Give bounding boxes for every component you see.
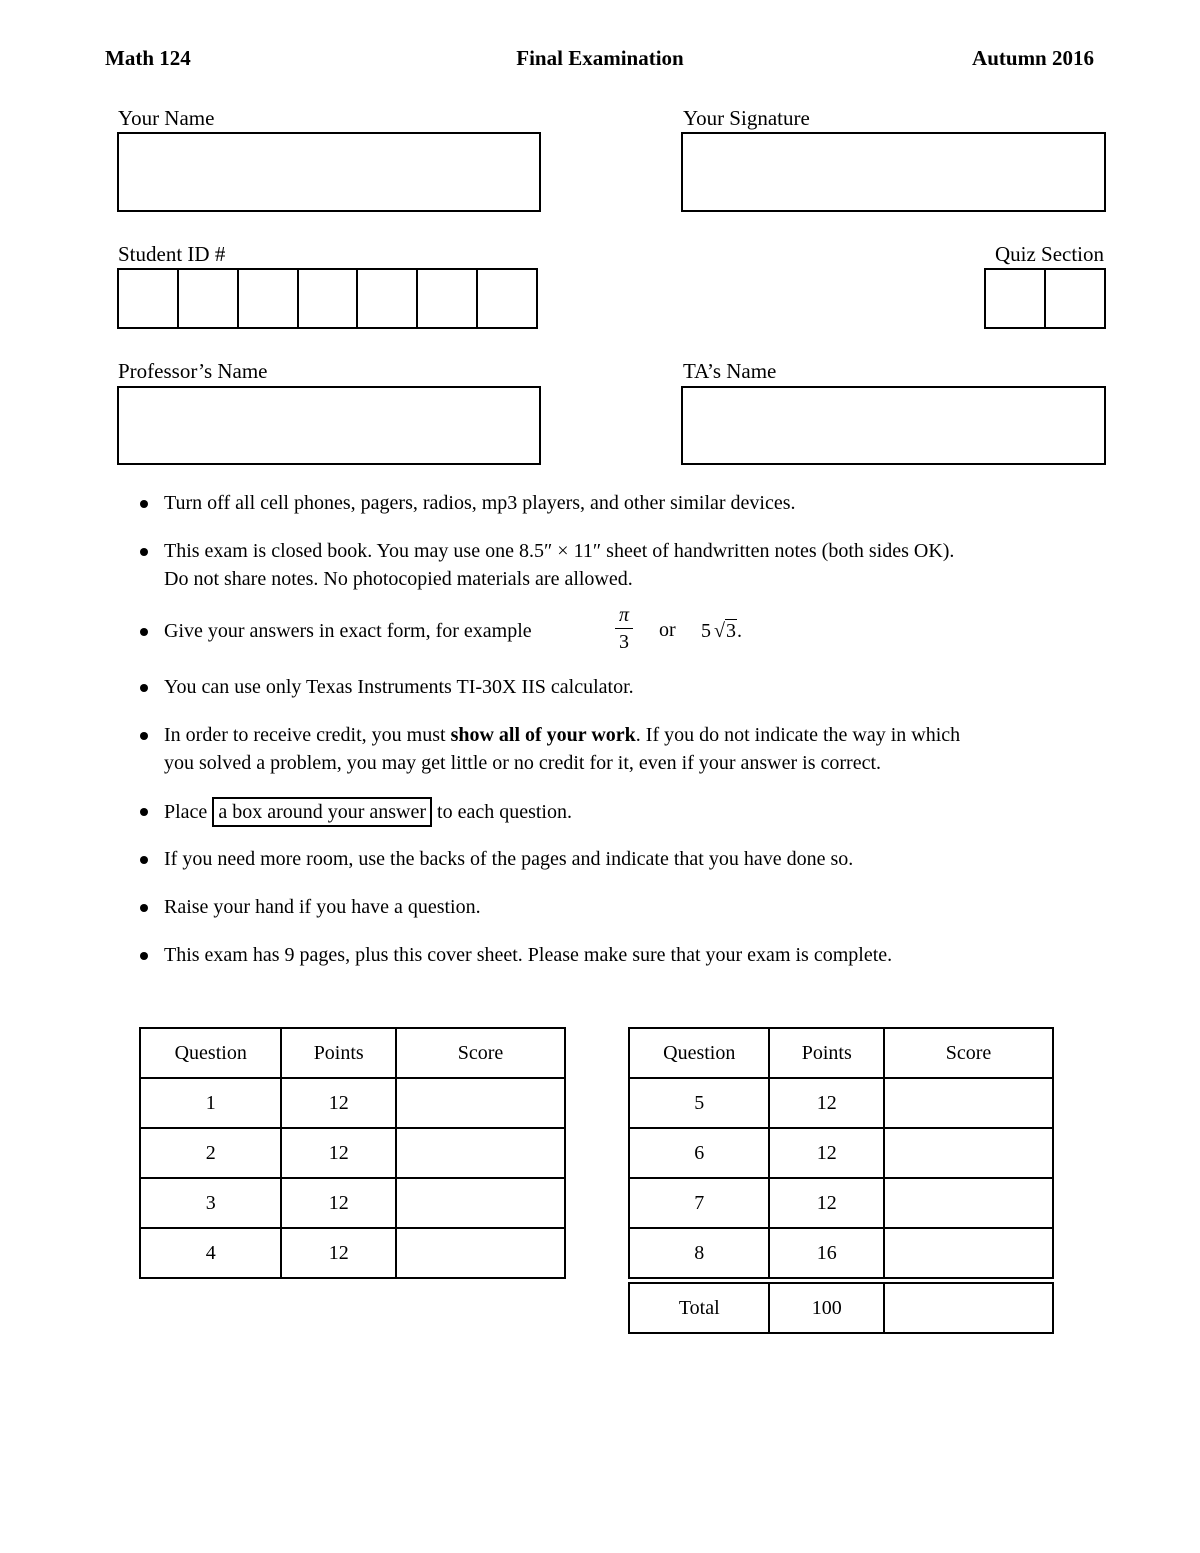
fraction-denominator: 3 — [619, 631, 629, 653]
text-part: In order to receive credit, you must — [164, 724, 446, 746]
total-score-cell[interactable] — [884, 1283, 1053, 1333]
question-number: 7 — [629, 1178, 769, 1228]
header-score: Score — [884, 1028, 1053, 1078]
professor-field[interactable] — [117, 386, 541, 465]
instruction-line: This exam is closed book. You may use one 8.5″ × 11″ sheet of handwritten notes (both sides OK). — [164, 540, 955, 562]
quiz-section-digit[interactable] — [986, 270, 1046, 327]
quiz-section-digit[interactable] — [1046, 270, 1104, 327]
question-number: 3 — [140, 1178, 281, 1228]
table-row — [629, 1228, 1053, 1278]
instruction-text: This exam has 9 pages, plus this cover sheet. Please make sure that your exam is complete. — [164, 944, 893, 966]
points-value: 12 — [281, 1128, 396, 1178]
points-value: 12 — [281, 1228, 396, 1278]
student-id-digit[interactable] — [418, 270, 478, 327]
student-id-digit[interactable] — [478, 270, 536, 327]
table-row — [629, 1128, 1053, 1178]
radical-coefficient: 5 — [701, 620, 711, 642]
radicand: 3 — [725, 620, 736, 642]
text-part: Place — [164, 801, 208, 823]
table-row — [140, 1178, 565, 1228]
quiz-section-label: Quiz Section — [994, 242, 1104, 266]
bullet-icon — [140, 548, 148, 556]
bullet-icon — [140, 500, 148, 508]
score-cell[interactable] — [396, 1228, 565, 1278]
ta-label: TA’s Name — [683, 359, 777, 383]
ta-field[interactable] — [681, 386, 1106, 465]
fraction-bar — [615, 628, 633, 629]
points-value: 12 — [769, 1128, 884, 1178]
instruction-text: Raise your hand if you have a question. — [164, 896, 481, 918]
points-value: 12 — [281, 1178, 396, 1228]
bullet-icon — [140, 732, 148, 740]
points-value: 12 — [281, 1078, 396, 1128]
instruction-text: If you need more room, use the backs of the pages and indicate that you have done so. — [164, 848, 854, 870]
student-id-digit[interactable] — [299, 270, 359, 327]
score-cell[interactable] — [884, 1128, 1053, 1178]
boxed-text: a box around your answer — [212, 797, 432, 827]
question-number: 5 — [629, 1078, 769, 1128]
question-number: 1 — [140, 1078, 281, 1128]
points-value: 12 — [769, 1178, 884, 1228]
score-cell[interactable] — [396, 1128, 565, 1178]
header-question: Question — [629, 1028, 769, 1078]
text-part: to each question. — [437, 801, 572, 823]
score-cell[interactable] — [396, 1178, 565, 1228]
bullet-icon — [140, 856, 148, 864]
total-row — [629, 1283, 1053, 1333]
score-cell[interactable] — [884, 1178, 1053, 1228]
instruction-text: You can use only Texas Instruments TI-30X IIS calculator. — [164, 676, 634, 698]
instruction-line: Give your answers in exact form, for example — [164, 620, 532, 642]
table-header-row — [629, 1028, 1053, 1078]
emphasis-text: show all of your work — [450, 724, 636, 746]
total-points: 100 — [769, 1283, 884, 1333]
instruction-text: Turn off all cell phones, pagers, radios, mp3 players, and other similar devices. — [164, 492, 796, 514]
points-value: 16 — [769, 1228, 884, 1278]
instruction-line: Do not share notes. No photocopied materials are allowed. — [164, 568, 633, 590]
fraction-numerator: π — [618, 604, 630, 626]
score-table-right — [628, 1027, 1054, 1334]
exam-title: Final Examination — [516, 46, 684, 70]
header-score: Score — [396, 1028, 565, 1078]
radical-sign: √ — [714, 620, 725, 642]
signature-field[interactable] — [681, 132, 1106, 212]
student-id-digit[interactable] — [239, 270, 299, 327]
course-code: Math 124 — [105, 46, 191, 70]
table-row — [140, 1128, 565, 1178]
instruction-item — [140, 721, 1130, 777]
professor-label: Professor’s Name — [118, 359, 268, 383]
total-label: Total — [629, 1283, 769, 1333]
table-row — [140, 1228, 565, 1278]
text-part: . If you do not indicate the way in which — [635, 724, 961, 746]
period: . — [736, 620, 742, 642]
name-field[interactable] — [117, 132, 541, 212]
question-number: 8 — [629, 1228, 769, 1278]
bullet-icon — [140, 904, 148, 912]
student-id-digit[interactable] — [358, 270, 418, 327]
student-id-digit[interactable] — [119, 270, 179, 327]
or-text: or — [659, 619, 676, 641]
student-id-field[interactable] — [117, 268, 538, 329]
score-table-left — [139, 1027, 566, 1279]
bullet-icon — [140, 684, 148, 692]
instruction-text — [164, 537, 1130, 593]
student-id-digit[interactable] — [179, 270, 239, 327]
table-row — [140, 1078, 565, 1128]
instruction-text — [164, 617, 1130, 645]
student-id-label: Student ID # — [118, 242, 226, 266]
table-row — [629, 1078, 1053, 1128]
score-cell[interactable] — [396, 1078, 565, 1128]
exam-term: Autumn 2016 — [972, 46, 1094, 70]
table-header-row — [140, 1028, 565, 1078]
header-question: Question — [140, 1028, 281, 1078]
instruction-line: you solved a problem, you may get little or no credit for it, even if your answer is correct. — [164, 752, 882, 774]
instruction-line — [164, 721, 1130, 749]
header-points: Points — [281, 1028, 396, 1078]
points-value: 12 — [769, 1078, 884, 1128]
question-number: 4 — [140, 1228, 281, 1278]
bullet-icon — [140, 808, 148, 816]
name-label: Your Name — [118, 106, 215, 130]
signature-label: Your Signature — [683, 106, 810, 130]
radical-example — [701, 617, 742, 645]
score-cell[interactable] — [884, 1228, 1053, 1278]
question-number: 2 — [140, 1128, 281, 1178]
header-points: Points — [769, 1028, 884, 1078]
instruction-text — [164, 797, 1130, 827]
quiz-section-field[interactable] — [984, 268, 1106, 329]
instruction-item — [140, 537, 1130, 593]
score-cell[interactable] — [884, 1078, 1053, 1128]
bullet-icon — [140, 952, 148, 960]
fraction-example — [609, 604, 639, 653]
question-number: 6 — [629, 1128, 769, 1178]
instruction-text — [164, 721, 1130, 777]
table-row — [629, 1178, 1053, 1228]
bullet-icon — [140, 628, 148, 636]
